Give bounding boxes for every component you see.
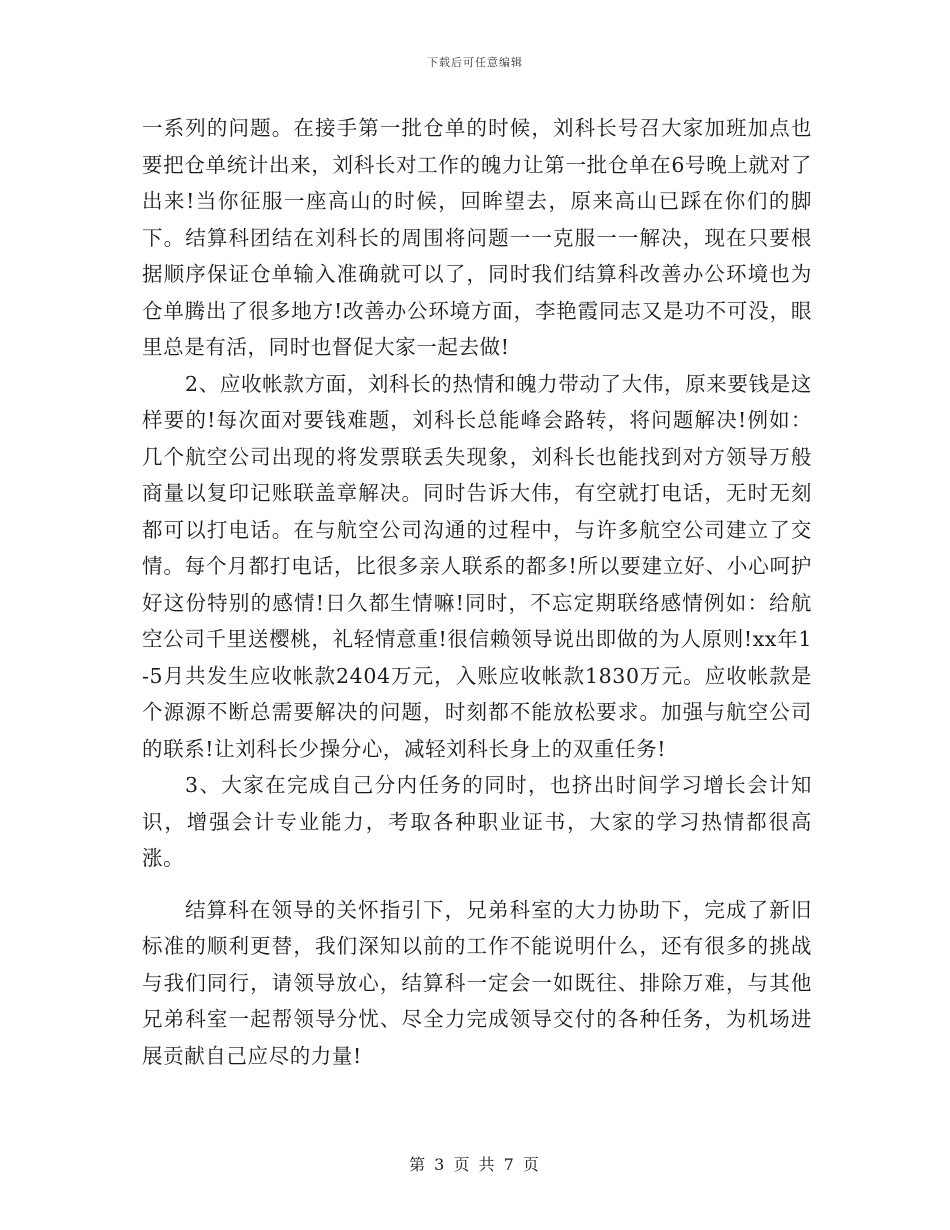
- paragraph-continuation: 一系列的问题。在接手第一批仓单的时候，刘科长号召大家加班加点也要把仓单统计出来，刘科长对工作的魄力让第一批仓单在6号晚上就对了出来!当你征服一座高山的时候，回眸望去，原来高山已踩在你们的脚下。结算科团结在刘科长的周围将问题一一克服一一解决，现在只要根据顺序保证仓单输入准确就可以了，同时我们结算科改善办公环境也为仓单腾出了很多地方!改善办公环境方面，李艳霞同志又是功不可没，眼里总是有活，同时也督促大家一起去做!: [142, 116, 812, 359]
- page-number: 第 3 页 共 7 页: [409, 1155, 541, 1174]
- paragraph-learning: 3、大家在完成自己分内任务的同时，也挤出时间学习增长会计知识，增强会计专业能力，考取各种职业证书，大家的学习热情都很高涨。: [142, 773, 812, 870]
- paragraph-receivables: 2、应收帐款方面，刘科长的热情和魄力带动了大伟，原来要钱是这样要的!每次面对要钱难题，刘科长总能峰会路转，将问题解决!例如：几个航空公司出现的将发票联丢失现象，刘科长也能找到对方领导万般商量以复印记账联盖章解决。同时告诉大伟，有空就打电话，无时无刻都可以打电话。在与航空公司沟通的过程中，与许多航空公司建立了交情。每个月都打电话，比很多亲人联系的都多!所以要建立好、小心呵护好这份特别的感情!日久都生情嘛!同时，不忘定期联络感情例如：给航空公司千里送樱桃，礼轻情意重!很信赖领导说出即做的为人原则!xx年1-5月共发生应收帐款2404万元，入账应收帐款1830万元。应收帐款是个源源不断总需要解决的问题，时刻都不能放松要求。加强与航空公司的联系!让刘科长少操分心，减轻刘科长身上的双重任务!: [142, 371, 812, 761]
- paragraph-conclusion: 结算科在领导的关怀指引下，兄弟科室的大力协助下，完成了新旧标准的顺利更替，我们深知以前的工作不能说明什么，还有很多的挑战与我们同行，请领导放心，结算科一定会一如既往、排除万难，与其他兄弟科室一起帮领导分忧、尽全力完成领导交付的各种任务，为机场进展贡献自己应尽的力量!: [142, 897, 812, 1068]
- document-body: [142, 110, 812, 1074]
- page-header: 下载后可任意编辑: [427, 56, 523, 69]
